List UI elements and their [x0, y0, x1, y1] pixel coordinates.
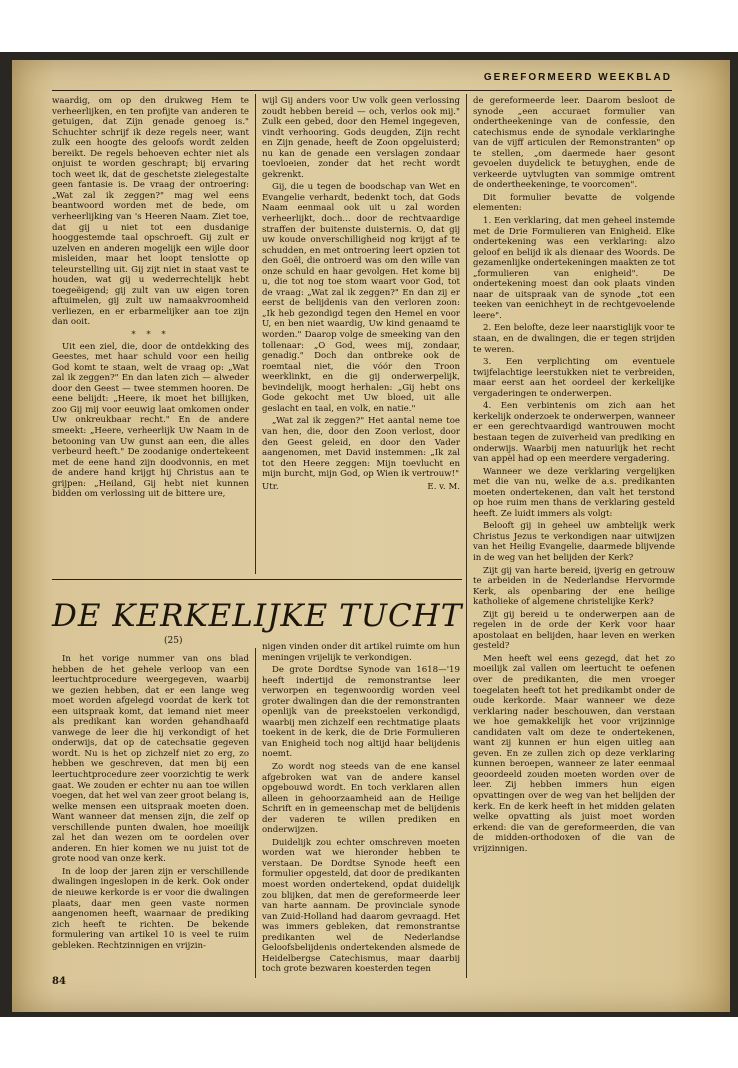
article-part-number: (25) [164, 636, 183, 646]
page-header [52, 70, 672, 91]
page-number: 84 [52, 976, 66, 987]
main-article-column-2 [262, 642, 460, 977]
main-article-column-3 [473, 96, 675, 976]
article-divider [52, 579, 462, 580]
publication-title: GEREFORMEERD WEEKBLAD [483, 72, 672, 83]
paragraph: Uit een ziel, die, door de ontdekking des Geestes, met haar schuld voor een heilig God komt te staan, welt de vraag op: „Wat zal ik zeggen?" En dan laten zich — alweder door den Geest — twee stemmen hooren. De eene belijdt: „Heere, ik moet het billijken, zoo Gij mij voor eeuwig laat omkomen onder Uw onkreukbaar recht." En de andere smeekt: „Heere, verheerlijk Uw Naam in de betooning van Uw gunst aan een, die alles verbeurd heeft." De zoodanige ondertekeent met de eene hand zijn doodvonnis, en met de andere hand krijgt hij Christus aan te grijpen: „Heiland, Gij hebt niet kunnen bidden om verlossing uit de bittere ure, [52, 341, 249, 500]
paragraph: Zo wordt nog steeds van de ene kansel afgebroken wat van de andere kansel opgebouwd wordt. En toch verklaren allen alleen in gehoorzaamheid aan de Heilige Schrift en in gemeenschap met de belijdenis der vaderen te willen prediken en onderwijzen. [262, 762, 460, 836]
paragraph: waardig, om op den drukweg Hem te verheerlijken, en ten profijte van anderen te getuigen, dat Zijn genade genoeg is." Schuchter schrijf ik deze regels neer, want zulk een hoogte des geloofs wordt zelden bereikt. De regels behoeven echter niet als onjuist te worden geschrapt; bij ervaring toch weet ik, dat de geschetste zielegestalte geen fantasie is. De vraag der ontroering: „Wat zal ik zeggen?" mag wel eens beantwoord worden met de bede, om verheerlijking van 's Heeren Naam. Ziet toe, dat gij u niet tot een dusdanige hooggestemde taal opschroeft. Gij zult er uzelven en anderen mogelijk een wijle door misleiden, maar het loopt tenslotte op teleurstelling uit. Gij zijt niet in staat vast te houden, wat gij u wederrechtelijk hebt toegeëigend; gij zult van uw eigen toren aftuimelen, gij zult uw namaakvroomheid verliezen, en er erbarmelijker aan toe zijn dan ooit. [52, 96, 249, 328]
top-article-column-1 [52, 96, 249, 576]
paragraph: In het vorige nummer van ons blad hebben de het gehele verloop van een leertuchtprocedure weergegeven, waarbij we gezien hebben, dat er een lange weg moet worden afgelegd voordat de kerk tot een uitspraak komt, dat iemand niet meer als predikant kan worden gehandhaafd vanwege de leer die hij verkondigt of het onderwijs, dat op de catechsatie gegeven wordt. Nu is het op zichzelf niet zo erg, zo hebben we geschreven, dat men bij een leertuchtprocedure zeer voorzichtig te werk gaat. We zouden er echter nu aan toe willen voegen, dat het wel van zeer groot belang is, welke mensen een uitspraak moeten doen. Want wanneer dat mensen zijn, die zelf op verschillende punten dwalen, hoe moeilijk zal het dan wezen om te oordelen over anderen. En hier komen we nu juist tot de grote nood van onze kerk. [52, 654, 249, 865]
list-item: 4. Een verbintenis om zich aan het kerkelijk onderzoek te onderwerpen, wanneer er een gerechtvaardigd wantrouwen mocht bestaan tegen de zuiverheid van prediking en onderwijs. Waarbij men natuurlijk het recht van appèl had op een meerdere vergadering. [473, 401, 675, 465]
place: Utr. [262, 481, 279, 492]
list-item: 3. Een verplichting om eventuele twijfelachtige leerstukken niet te verbreiden, maar eerst aan het oordeel der kerkelijke vergaderingen te onderwerpen. [473, 357, 675, 399]
paragraph: De grote Dordtse Synode van 1618—'19 heeft indertijd de remonstrantse leer verworpen en tegenwoordig worden veel groter dwalingen dan die der remonstranten openlijk van de preekstoelen verkondigd, waarbij men zichzelf een rechtmatige plaats toekent in de kerk, die de Drie Formulieren van Enigheid toch nog altijd haar belijdenis noemt. [262, 665, 460, 760]
list-item: 2. Een belofte, deze leer naarstiglijk voor te staan, en de dwalingen, die er tegen strijden te weren. [473, 323, 675, 355]
paragraph: Men heeft wel eens gezegd, dat het zo moeilijk zal vallen om leertucht te oefenen over de predikanten, die men vroeger toegelaten heeft tot het predikambt onder de oude kerkorde. Maar wanneer we deze verklaring nader beschouwen, dan verstaan we hoe gemakkelijk het voor vrijzinnige candidaten valt om deze te ondertekenen, want zij kunnen er hun eigen uitleg aan geven. En ze zullen zich op deze verklaring kunnen beroepen, wanneer ze later eenmaal geoordeeld zouden moeten worden over de leer. Zij hebben immers hun eigen opvattingen over de weg van het belijden der kerk. En de kerk heeft in het midden gelaten welke opvatting als juist moet worden erkend: die van de gereformeerden, die van de midden-orthodoxen of die van de vrijzinnigen. [473, 653, 675, 854]
list-item: 1. Een verklaring, dat men geheel instemde met de Drie Formulieren van Enigheid. Elke ondertekening was een verklaring: alzo geloof en belijd ik als dienaar des Woords. De gezamenlijke ondertekeningen maakten ze tot „formulieren van enigheid". De ondertekening moest dan ook plaats vinden naar de uitspraak van de synode „tot een teeken van eenichheyt in de rechtgevoelende leere". [473, 216, 675, 321]
quoted-question: Zijt gij bereid u te onderwerpen aan de regelen in de orde der Kerk voor haar apostolaat en belijden, haar leven en werken gesteld? [473, 609, 675, 652]
section-separator: * * * [131, 330, 170, 341]
signature-line [262, 482, 460, 493]
quoted-question: Belooft gij in geheel uw ambtelijk werk Christus Jezus te verkondigen naar uitwijzen van het Heilig Evangelie, daarmede blijvende in de weg van het belijden der Kerk? [473, 521, 675, 563]
paragraph: nigen vinden onder dit artikel ruimte om hun meningen vrijelijk te verkondigen. [262, 642, 460, 663]
paragraph: In de loop der jaren zijn er verschillende dwalingen ingeslopen in de kerk. Ook onder de nieuwe kerkorde is er voor die dwalingen plaats, daar men geen vaste normen aangenomen heeft, waarnaar de prediking zich heeft te richten. De bekende formulering van artikel 10 is veel te ruim gebleken. Rechtzinnigen en vrijzin- [52, 866, 249, 951]
paragraph: wijl Gij anders voor Uw volk geen verlossing zoudt hebben bereid — och, verlos ook mij." Zulk een gebed, door den Hemel ingegeven, vindt verhooring. Gods deugden, Zijn recht en Zijn genade, heeft de Zoon opgeluisterd; nu kan de genade een verslagen zondaar toevloeien, zonder dat het recht wordt gekrenkt. [262, 96, 460, 180]
paragraph: Duidelijk zou echter omschreven moeten worden wat we hieronder hebben te verstaan. De Dordtse Synode heeft een formulier opgesteld, dat door de predikanten moest worden ondertekend, opdat duidelijk zou blijken, dat men de gereformeerde leer van harte aannam. De provinciale synode van Zuid-Holland had daarom gevraagd. Het was immers gebleken, dat remonstrantse predikanten wel de Nederlandse Geloofsbelijdenis ondertekenden alsmede de Heidelbergse Catechismus, maar daarbij toch grote bezwaren koesterden tegen [262, 837, 460, 975]
paragraph: Wanneer we deze verklaring vergelijken met die van nu, welke de a.s. predikanten moeten ondertekenen, dan valt het terstond op hoe ruim men thans de verklaring gesteld heeft. Ze luidt immers als volgt: [473, 466, 675, 519]
paragraph: Dit formulier bevatte de volgende elementen: [473, 192, 675, 214]
column-divider [255, 648, 256, 978]
top-article-column-2 [262, 96, 460, 581]
quoted-question: Zijt gij van harte bereid, ijverig en getrouw te arbeiden in de Nederlandse Hervormde Kerk, als openbaring der ene heilige katholieke of algemene christelijke Kerk? [473, 565, 675, 608]
page-content [52, 70, 730, 1000]
paragraph: Gij, die u tegen de boodschap van Wet en Evangelie verhardt, bedenkt toch, dat Gods Naam eenmaal ook uit u zal worden verheerlijkt, doch... door de rechtvaardige straffen der buitenste duisternis. O, dat gij uw koude onverschilligheid nog krijgt af te schudden, en met ontroering leert opzien tot den Goël, die ontroerd was om den wille van onze schuld en haar gevolgen. Het kome bij u, die tot nog toe stom waart voor God, tot de vraag: „Wat zal ik zeggen?" En dan zij er eerst de belijdenis van den verloren zoon: „Ik heb gezondigd tegen den Hemel en voor U, en ben niet waardig, Uw kind genaamd te worden." Daarop volge de smeeking van den tollenaar: „O God, wees mij, zondaar, genadig." Doch dan ontbreke ook de roemtaal niet, die vóór den Troon weerklinkt, en die gij onderwerpelijk, bevindelijk, moogt herhalen: „Gij hebt ons Gode gekocht met Uw bloed, uit alle geslacht en taal, en volk, en natie." [262, 182, 460, 414]
paragraph: de gereformeerde leer. Daarom besloot de synode „een accuraet formulier van ondertheekeninge van de confessie, den catechismus ende de synodale verklaringhe van de vijff articulen der Remonstranten" op te stellen, „om daermede haer gesont gevoelen duydelick te betuyghen, ende de verkeerde uytvlugten van sommige omtrent de ondertheekeninge, te voorcomen". [473, 96, 675, 191]
column-divider [466, 94, 467, 978]
article-title: DE KERKELIJKE TUCHT [52, 598, 463, 634]
main-article-column-1 [52, 654, 249, 974]
paragraph: „Wat zal ik zeggen?" Het aantal neme toe van hen, die, door den Zoon verlost, door den Geest geleid, en door den Vader aangenomen, met David instemmen: „Ik zal tot den Heere zeggen: Mijn toevlucht en mijn burcht, mijn God, op Wien ik vertrouw!" [262, 416, 460, 480]
author: E. v. M. [427, 481, 460, 492]
column-divider [255, 94, 256, 574]
